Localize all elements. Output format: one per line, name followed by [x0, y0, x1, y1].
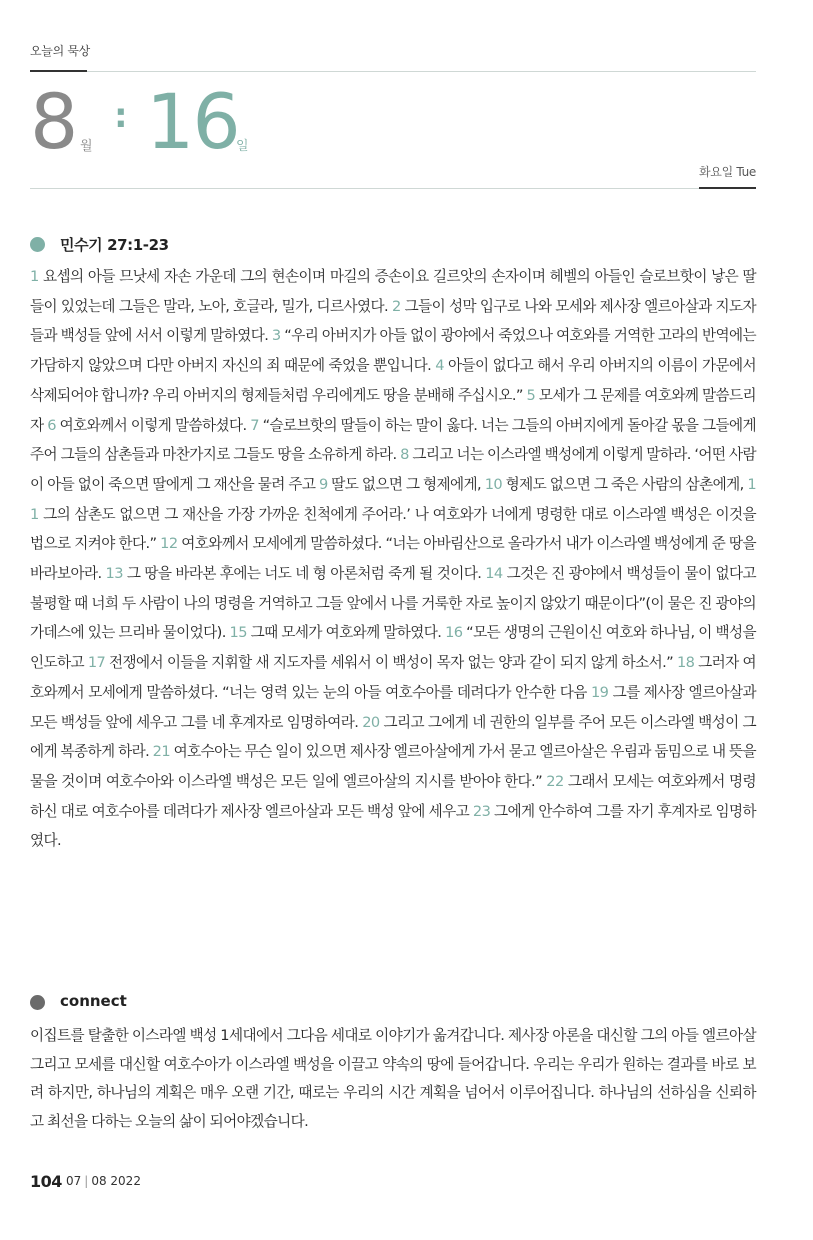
section-label-underline [30, 70, 87, 72]
page-number: 104 [30, 1172, 62, 1191]
verse-number: 8 [400, 446, 409, 464]
top-divider [87, 71, 756, 72]
verse-text: 그를 제사장 엘르아살과 모든 백성들 앞에 세우고 그를 네 후계자로 임명하여라. [30, 683, 756, 731]
verse-number: 15 [229, 624, 247, 642]
verse-number: 4 [435, 357, 444, 375]
day-unit: 일 [236, 139, 249, 154]
verse-text: 아들이 없다고 해서 우리 아버지의 이름이 가문에서 삭제되어야 합니까? 우리 아버지의 형제들처럼 우리에게도 땅을 분배해 주십시오.” [30, 357, 756, 404]
verse-number: 3 [271, 327, 281, 345]
passage-text [30, 262, 756, 856]
issue-separator: | [84, 1174, 89, 1188]
verse-text: 여호수아는 무슨 일이 있으면 제사장 엘르아살에게 가서 묻고 엘르아살은 우림과 둠밈으로 내 뜻을 물을 것이며 여호수아와 이스라엘 백성은 모든 일에 엘르아살의 지시를 받아야 한다.” [30, 743, 756, 790]
verse-text: 그들이 성막 입구로 나와 모세와 제사장 엘르아살과 지도자들과 백성들 앞에 서서 이렇게 말하였다. [30, 297, 756, 345]
verse-text: 전쟁에서 이들을 지휘할 새 지도자를 세워서 이 백성이 목자 없는 양과 같이 되지 않게 하소서.” [105, 654, 677, 672]
verse-number: 7 [250, 416, 259, 434]
connect-heading: connect [60, 992, 127, 1010]
verse-text: 모세가 그 문제를 여호와께 말씀드리자 [30, 386, 756, 434]
verse-text: 그에게 안수하여 그를 자기 후계자로 임명하였다. [30, 802, 756, 850]
issue-date [66, 1174, 141, 1188]
issue-year: 08 2022 [91, 1174, 141, 1188]
section-label: 오늘의 묵상 [30, 44, 90, 58]
verse-text: 그래서 모세는 여호와께서 명령하신 대로 여호수아를 데려다가 제사장 엘르아살과 모든 백성 앞에 세우고 [30, 772, 756, 820]
verse-number: 13 [105, 565, 123, 583]
verse-text: 그리고 너는 이스라엘 백성에게 이렇게 말하라. ‘어떤 사람이 아들 없이 죽으면 딸에게 그 재산을 물려 주고 [30, 446, 756, 493]
verse-text: 그때 모세가 여호와께 말하였다. [246, 624, 446, 642]
verse-text: 딸도 없으면 그 형제에게, [327, 475, 485, 493]
verse-text: 요셉의 아들 므낫세 자손 가운데 그의 현손이며 마길의 증손이요 길르앗의 손자이며 헤벨의 아들인 슬로브핫이 낳은 딸들이 있었는데 그들은 말라, 노아, 호글라, 밀가, 디르사였다. [30, 268, 756, 315]
month-number: 8 [30, 77, 77, 166]
verse-number: 23 [472, 802, 491, 820]
verse-number: 17 [87, 654, 106, 672]
verse-text: 여호와께서 이렇게 말씀하셨다. [55, 416, 251, 434]
verse-text: 형제도 없으면 그 죽은 사람의 삼촌에게, [502, 475, 748, 493]
verse-text: 그의 삼촌도 없으면 그 재산을 가장 가까운 친척에게 주어라.’ 나 여호와가 너에게 명령한 대로 이스라엘 백성은 이것을 법으로 지켜야 한다.” [30, 505, 756, 553]
verse-number: 11 [30, 475, 757, 523]
verse-number: 10 [484, 475, 503, 493]
day-number: 16 [146, 77, 239, 166]
verse-number: 18 [676, 654, 695, 672]
verse-text: “우리 아버지가 아들 없이 광야에서 죽었으나 여호와를 거역한 고라의 반역에는 가담하지 않았으며 다만 아버지 자신의 죄 때문에 죽었을 뿐입니다. [30, 327, 756, 375]
verse-text: 그리고 그에게 네 권한의 일부를 주어 모든 이스라엘 백성이 그에게 복종하게 하라. [30, 713, 756, 761]
verse-number: 16 [445, 624, 463, 642]
connect-bullet-icon [30, 995, 45, 1010]
passage-bullet-icon [30, 237, 45, 252]
verse-text: 그것은 진 광야에서 백성들이 물이 없다고 불평할 때 너희 두 사람이 나의 명령을 거역하고 그들 앞에서 나를 거룩한 자로 높이지 않았기 때문이다”(이 물은 진 광야의 가데스에 있는 므리바 물이었다). [30, 565, 756, 642]
verse-number: 22 [546, 772, 564, 790]
verse-number: 6 [47, 416, 56, 434]
verse-number: 12 [160, 535, 178, 553]
verse-text: 여호와께서 모세에게 말씀하셨다. “너는 아바림산으로 올라가서 내가 이스라엘 백성에게 준 땅을 바라보아라. [30, 535, 756, 583]
verse-number: 1 [30, 268, 39, 285]
verse-number: 14 [485, 565, 503, 583]
header-divider [30, 188, 699, 189]
verse-number: 5 [526, 386, 536, 404]
verse-number: 20 [362, 713, 380, 731]
issue-month: 07 [66, 1174, 82, 1188]
verse-text: “모든 생명의 근원이신 여호와 하나님, 이 백성을 인도하고 [30, 624, 756, 672]
verse-number: 2 [392, 297, 401, 315]
weekday-underline [699, 187, 756, 189]
verse-number: 21 [152, 743, 171, 761]
date-separator: : [114, 96, 128, 136]
verse-text: “슬로브핫의 딸들이 하는 말이 옳다. 너는 그들의 아버지에게 돌아갈 몫을 그들에게 주어 그들의 삼촌들과 마찬가지로 그들도 땅을 소유하게 하라. [30, 416, 756, 464]
verse-number: 19 [591, 683, 609, 701]
verse-text: 그 땅을 바라본 후에는 너도 네 형 아론처럼 죽게 될 것이다. [122, 565, 486, 583]
weekday-label: 화요일 Tue [699, 165, 756, 179]
connect-text: 이집트를 탈출한 이스라엘 백성 1세대에서 그다음 세대로 이야기가 옮겨갑니다. 제사장 아론을 대신할 그의 아들 엘르아살 그리고 모세를 대신할 여호수아가 이스라엘 백성을 이끌고 약속의 땅에 들어갑니다. 우리는 우리가 원하는 결과를 바로 보려 하지만, 하나님의 계획은 매우 오랜 기간, 때로는 우리의 시간 계획을 넘어서 이루어집니다. 하나님의 선하심을 신뢰하고 최선을 다하는 오늘의 삶이 되어야겠습니다. [30, 1027, 756, 1130]
verse-text: 그러자 여호와께서 모세에게 말씀하셨다. “너는 영력 있는 눈의 아들 여호수아를 데려다가 안수한 다음 [30, 654, 756, 701]
passage-reference: 민수기 27:1-23 [60, 236, 169, 254]
month-unit: 월 [80, 139, 93, 154]
verse-number: 9 [318, 475, 328, 493]
